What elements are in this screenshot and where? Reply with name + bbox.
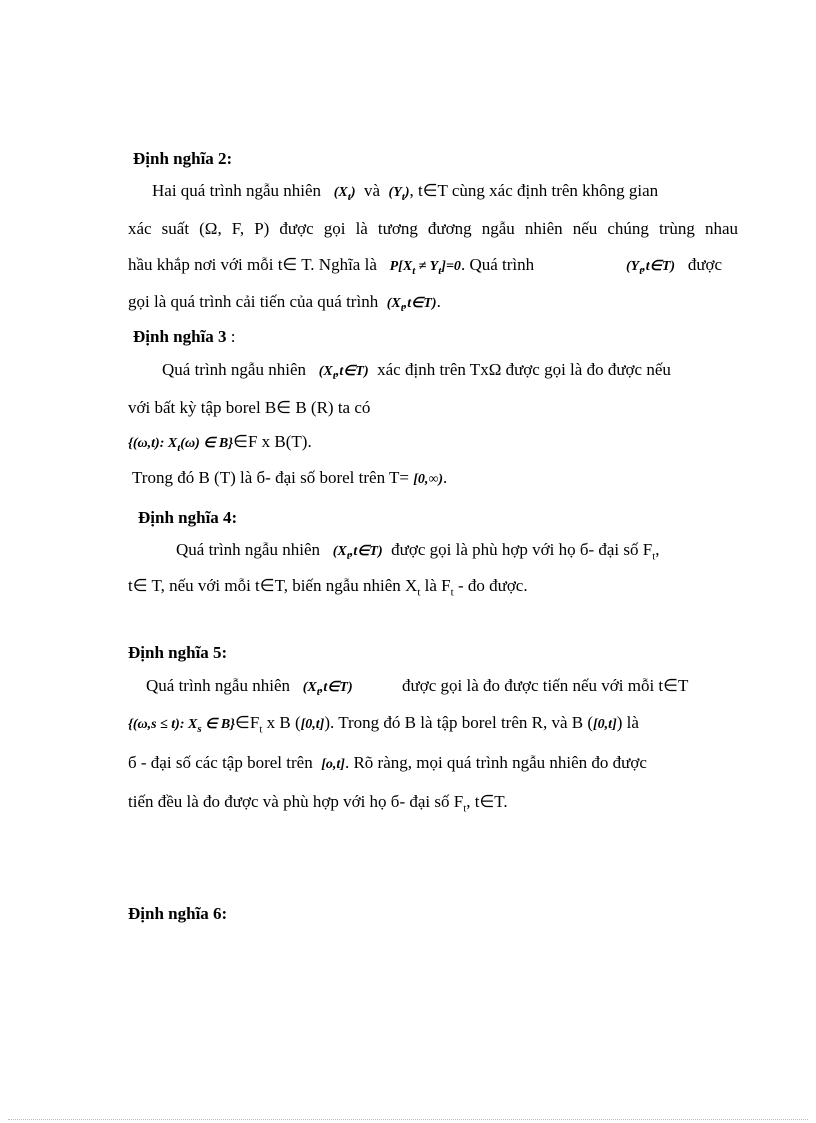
def5-line1 [146, 675, 357, 703]
def6-heading: Định nghĩa 6: [128, 904, 228, 923]
def2-line2: xác suất (Ω, F, P) được gọi là tương đương ngẫu nhiên nếu chúng trùng nhau [128, 219, 738, 238]
def4-l1a: Quá trình ngẫu nhiên [176, 540, 320, 559]
def3-line3: {(ω,t): $X_t(\omega)$ ∈ B}∈F x B(T). [128, 432, 312, 454]
def4-line2: t∈ T, nếu với mỗi t∈T, biến ngẫu nhiên $X_t$ là $F_t$ - đo được. [128, 576, 528, 599]
def3-l1a: Quá trình ngẫu nhiên [162, 360, 306, 379]
def5-line1-right: được gọi là đo được tiến nếu với mỗi t∈T [402, 676, 689, 695]
def4-l1b: được gọi là phù hợp với họ б- đại số F [391, 540, 653, 559]
math-set-prog: {(ω,s ≤ t): $X_s$ ∈ B} [128, 717, 236, 735]
def3-l4a: Trong đó B (T) là б- đại số borel trên T= [132, 468, 409, 487]
def2-l1c: , t∈T cùng xác định trên không gian [409, 181, 659, 200]
math-Xt-tT: $(X_t,t\in T)$ [318, 364, 369, 382]
def2-l3b: . Quá trình [460, 255, 535, 274]
math-Yt-tT: $(Y_t,t\in T)$ [626, 259, 676, 277]
math-Xt-tT: $(X_t,t\in T)$ [302, 680, 353, 698]
math-set-borel: {(ω,t): $X_t(\omega)$ ∈ B} [128, 436, 234, 454]
def5-line2: {(ω,s ≤ t): $X_s$ ∈ $B\}\in F_t$ x B ([0,t]). Trong đó B là tập borel trên R, và B ([0,t]) là [128, 713, 639, 736]
math-interval-inf: [0,∞) [413, 472, 444, 487]
def5-heading: Định nghĩa 5: [128, 643, 228, 662]
def3-line2: với bất kỳ tập borel B∈ B (R) ta có [128, 398, 371, 417]
def5-l1a: Quá trình ngẫu nhiên [146, 676, 290, 695]
def3-line4: Trong đó B (T) là б- đại số borel trên T= [0,∞). [132, 468, 448, 487]
def4-heading: Định nghĩa 4: [138, 508, 238, 527]
def2-l1a: Hai quá trình ngẫu nhiên [152, 181, 322, 200]
math-interval-0t: [0,t] [593, 717, 617, 732]
math-Xt-tT: $(X_t,t\in T)$ [386, 296, 437, 314]
def5-line3: б - đại số các tập borel trên [o,t]. Rõ ràng, mọi quá trình ngẫu nhiên đo được [128, 753, 647, 772]
def2-l3c: được [687, 255, 723, 274]
def3-line1 [162, 359, 671, 387]
page-bottom-divider [8, 1119, 808, 1120]
math-prob-eq: $P[X_t \ne Y_t]=0$ [389, 259, 461, 277]
def3-l1b: xác định trên TxΩ được gọi là đo được nếu [377, 360, 671, 379]
math-Xt-tT: $(X_t,t\in T)$ [332, 544, 383, 562]
math-interval-0t: [0,t] [300, 717, 325, 732]
def5-line4: tiến đều là đo được và phù hợp với họ б- đại số $F_t$, t∈T. [128, 792, 508, 815]
def2-l4a: gọi là quá trình cải tiến của quá trình [128, 292, 379, 311]
def3-heading-line: Định nghĩa 3 : [133, 327, 236, 346]
def3-heading: Định nghĩa 3 [133, 327, 227, 346]
math-Yt: $(Y_t)$ [388, 185, 410, 203]
math-Xt: $(X_t)$ [333, 185, 356, 203]
math-interval-ot: [o,t] [321, 757, 345, 772]
def2-line3-right [626, 254, 722, 282]
def2-l1b: và [364, 181, 381, 200]
def4-line1: Quá trình ngẫu nhiên $(X_t,t\in T)$ được gọi là phù hợp với họ б- đại số $F_t$, [176, 540, 660, 563]
def2-line3 [128, 254, 538, 282]
def2-l3a: hầu khắp nơi với mỗi t∈ T. Nghĩa là [128, 255, 377, 274]
def2-line4: gọi là quá trình cải tiến của quá trình $(X_t,t\in T)$. [128, 292, 441, 314]
def2-heading: Định nghĩa 2: [133, 149, 233, 168]
def2-line1 [152, 180, 658, 208]
